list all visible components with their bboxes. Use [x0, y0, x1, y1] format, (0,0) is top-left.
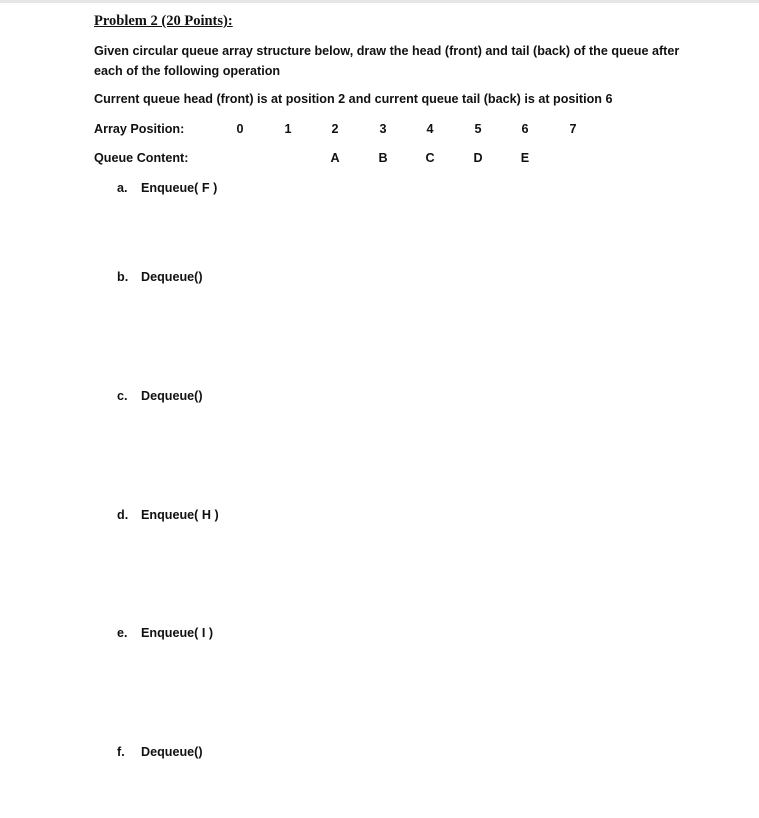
queue-content-6: E: [520, 151, 530, 165]
operation-text: Enqueue( F ): [141, 181, 218, 195]
operation-item: [117, 626, 213, 640]
operation-marker: b.: [117, 270, 129, 284]
operation-marker: f.: [117, 745, 125, 759]
operation-text: Enqueue( H ): [141, 508, 219, 522]
operation-item: [117, 745, 203, 759]
operation-item: [117, 508, 219, 522]
array-position-0: 0: [236, 122, 244, 136]
array-position-label: Array Position:: [94, 122, 185, 136]
queue-content-3: B: [378, 151, 388, 165]
array-position-1: 1: [284, 122, 292, 136]
operation-text: Enqueue( I ): [141, 626, 214, 640]
queue-content-5: D: [473, 151, 483, 165]
page-top-border: [0, 0, 759, 3]
problem-instructions: Given circular queue array structure below, draw the head (front) and tail (back) of the queue after each of the following operation: [94, 44, 680, 78]
operation-text: Dequeue(): [141, 389, 203, 403]
operation-item: [117, 389, 203, 403]
operation-text: Dequeue(): [141, 270, 203, 284]
array-position-4: 4: [426, 122, 434, 136]
operation-text: Dequeue(): [141, 745, 203, 759]
array-position-3: 3: [379, 122, 387, 136]
queue-content-label: Queue Content:: [94, 151, 189, 165]
operation-item: [117, 270, 203, 284]
operation-marker: e.: [117, 626, 128, 640]
array-position-2: 2: [331, 122, 339, 136]
array-position-5: 5: [474, 122, 482, 136]
array-position-7: 7: [569, 122, 577, 136]
queue-content-4: C: [425, 151, 435, 165]
array-position-6: 6: [521, 122, 529, 136]
operation-marker: c.: [117, 389, 128, 403]
problem-title: Problem 2 (20 Points):: [94, 13, 233, 29]
queue-content-2: A: [330, 151, 340, 165]
operation-marker: a.: [117, 181, 128, 195]
current-queue-state: Current queue head (front) is at position 2 and current queue tail (back) is at position 6: [94, 92, 613, 106]
operation-item: [117, 181, 217, 195]
operation-marker: d.: [117, 508, 129, 522]
